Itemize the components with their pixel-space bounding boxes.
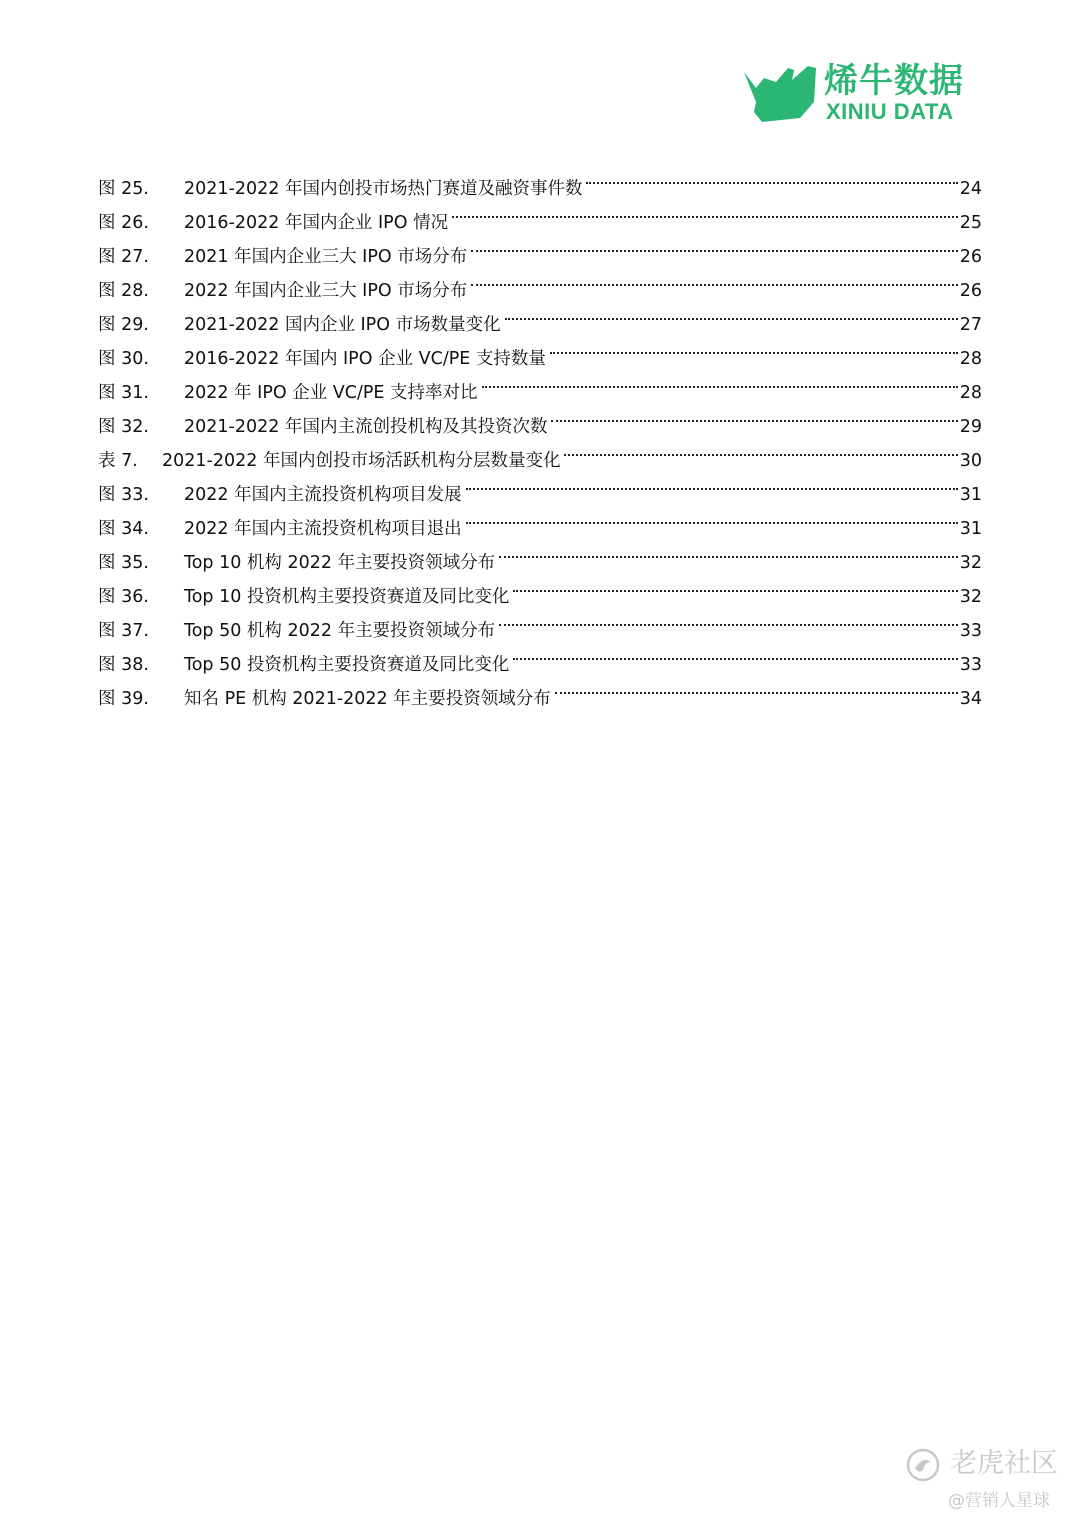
dot-leader bbox=[513, 568, 957, 602]
watermark-subtitle: @营销人星球 bbox=[948, 1491, 1050, 1511]
dot-leader bbox=[550, 330, 958, 364]
dot-leader bbox=[551, 398, 957, 432]
toc-entry-label: 图 30. bbox=[98, 349, 149, 369]
logo-chinese-name: 烯牛数据 bbox=[824, 61, 964, 101]
toc-entry-page: 30 bbox=[959, 451, 982, 471]
toc-entry-page: 31 bbox=[959, 485, 982, 505]
toc-entry-label: 图 33. bbox=[98, 485, 149, 505]
toc-entry-page: 24 bbox=[959, 179, 982, 199]
toc-entry-title: 2022 年国内主流投资机构项目发展 bbox=[184, 485, 462, 505]
toc-entry-title: Top 50 机构 2022 年主要投资领域分布 bbox=[184, 621, 496, 641]
toc-entry-title: 2021-2022 年国内创投市场热门赛道及融资事件数 bbox=[184, 179, 583, 199]
toc-entry-page: 32 bbox=[959, 587, 982, 607]
dot-leader bbox=[466, 466, 958, 500]
xiniu-data-logo bbox=[742, 62, 974, 126]
toc-entry-title: 知名 PE 机构 2021-2022 年主要投资领域分布 bbox=[184, 689, 551, 709]
toc-entry-label: 图 31. bbox=[98, 383, 149, 403]
toc-entry-page: 26 bbox=[959, 281, 982, 301]
watermark bbox=[906, 1446, 1066, 1516]
table-of-figures bbox=[98, 160, 982, 709]
dot-leader bbox=[471, 262, 958, 296]
toc-entry-label: 图 37. bbox=[98, 621, 149, 641]
toc-entry-page: 29 bbox=[959, 417, 982, 437]
toc-entry-title: Top 10 机构 2022 年主要投资领域分布 bbox=[184, 553, 496, 573]
toc-entry-title: 2022 年国内主流投资机构项目退出 bbox=[184, 519, 462, 539]
toc-entry-label: 图 38. bbox=[98, 655, 149, 675]
toc-entry-label: 图 32. bbox=[98, 417, 149, 437]
toc-entry-title: 2021-2022 年国内创投市场活跃机构分层数量变化 bbox=[162, 451, 561, 471]
toc-entry-page: 28 bbox=[959, 349, 982, 369]
dot-leader bbox=[482, 364, 958, 398]
dot-leader bbox=[555, 670, 958, 704]
toc-entry-title: Top 10 投资机构主要投资赛道及同比变化 bbox=[184, 587, 510, 607]
toc-entry-title: 2021-2022 年国内主流创投机构及其投资次数 bbox=[184, 417, 548, 437]
toc-entry-page: 28 bbox=[959, 383, 982, 403]
toc-entry-label: 图 26. bbox=[98, 213, 149, 233]
toc-entry-page: 33 bbox=[959, 655, 982, 675]
toc-entry-title: 2022 年 IPO 企业 VC/PE 支持率对比 bbox=[184, 383, 478, 403]
tiger-community-logo-icon bbox=[906, 1448, 940, 1482]
toc-entry-title: 2021-2022 国内企业 IPO 市场数量变化 bbox=[184, 315, 501, 335]
toc-entry-page: 34 bbox=[959, 689, 982, 709]
watermark-title: 老虎社区 bbox=[950, 1448, 1058, 1479]
toc-entry-title: 2022 年国内企业三大 IPO 市场分布 bbox=[184, 281, 468, 301]
toc-entry-page: 33 bbox=[959, 621, 982, 641]
toc-entry-label: 图 29. bbox=[98, 315, 149, 335]
toc-entry-label: 图 39. bbox=[98, 689, 149, 709]
toc-entry-label: 图 27. bbox=[98, 247, 149, 267]
dot-leader bbox=[499, 534, 958, 568]
toc-entry-title: 2016-2022 年国内企业 IPO 情况 bbox=[184, 213, 449, 233]
toc-entry-label: 图 34. bbox=[98, 519, 149, 539]
toc-entry-page: 26 bbox=[959, 247, 982, 267]
toc-entry-page: 27 bbox=[959, 315, 982, 335]
toc-entry-page: 32 bbox=[959, 553, 982, 573]
dot-leader bbox=[499, 602, 958, 636]
toc-entry-label: 图 35. bbox=[98, 553, 149, 573]
rhino-logo-icon bbox=[742, 62, 820, 124]
toc-entry-label: 表 7. bbox=[98, 451, 138, 471]
toc-entry-label: 图 36. bbox=[98, 587, 149, 607]
toc-entry[interactable] bbox=[98, 160, 982, 199]
dot-leader bbox=[505, 296, 958, 330]
toc-entry-label: 图 28. bbox=[98, 281, 149, 301]
dot-leader bbox=[586, 160, 957, 194]
toc-entry-title: 2021 年国内企业三大 IPO 市场分布 bbox=[184, 247, 468, 267]
dot-leader bbox=[513, 636, 957, 670]
dot-leader bbox=[452, 194, 958, 228]
dot-leader bbox=[471, 228, 958, 262]
logo-english-name: XINIU DATA bbox=[826, 99, 954, 124]
toc-entry-label: 图 25. bbox=[98, 179, 149, 199]
dot-leader bbox=[564, 432, 957, 466]
toc-entry-page: 25 bbox=[959, 213, 982, 233]
toc-entry-title: 2016-2022 年国内 IPO 企业 VC/PE 支持数量 bbox=[184, 349, 546, 369]
dot-leader bbox=[466, 500, 958, 534]
toc-entry-title: Top 50 投资机构主要投资赛道及同比变化 bbox=[184, 655, 510, 675]
toc-entry-page: 31 bbox=[959, 519, 982, 539]
